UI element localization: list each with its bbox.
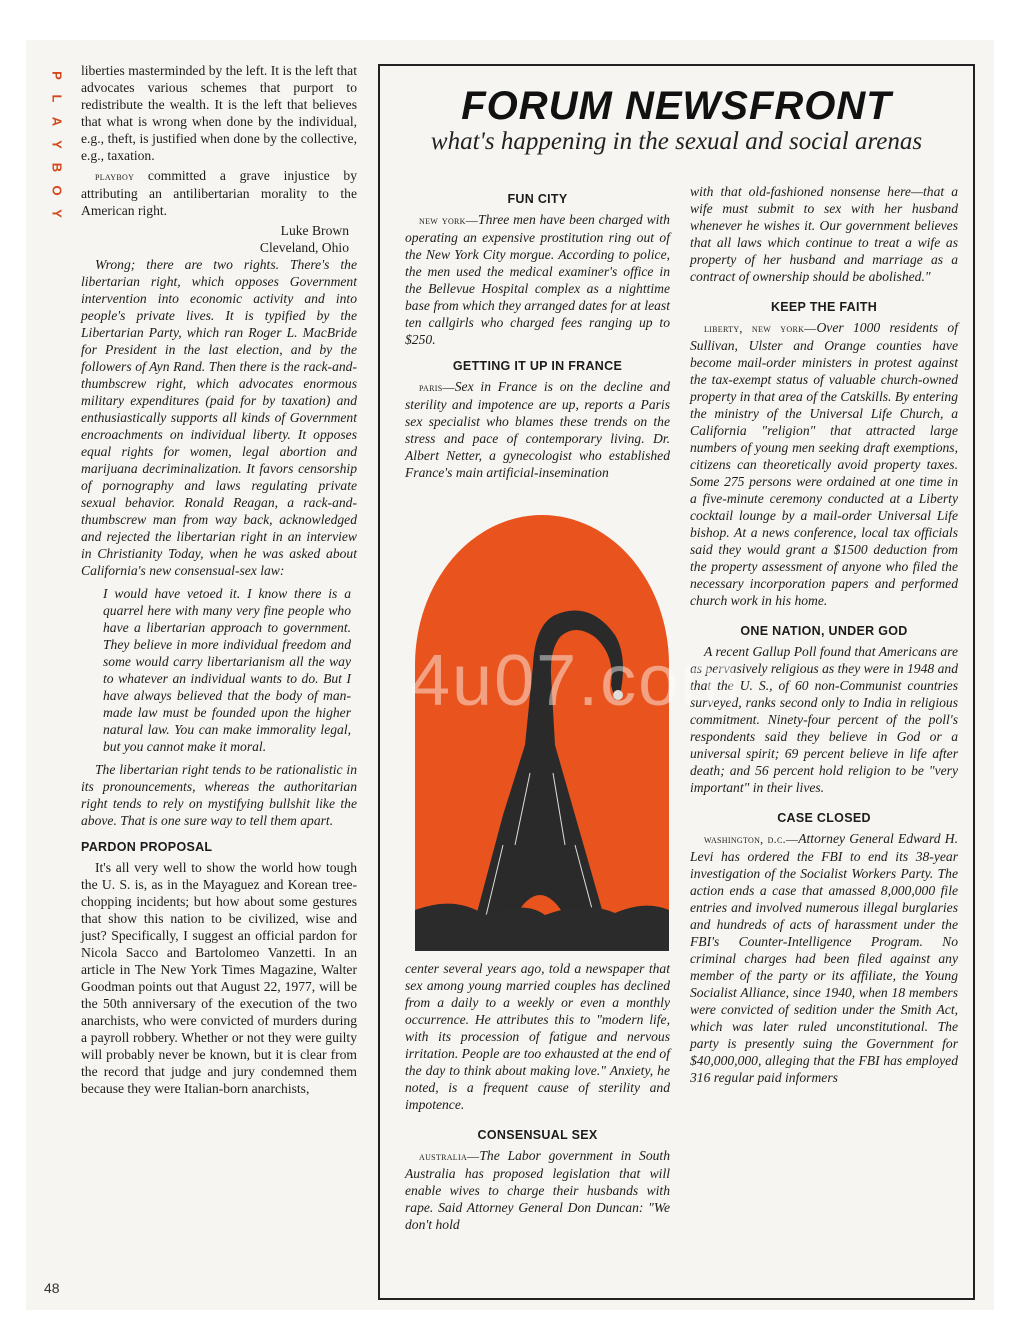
letter-paragraph [81,167,357,219]
case-closed-dateline: washington, d.c.— [704,832,799,846]
masthead-letter: B [49,162,65,173]
case-closed-text: Attorney General Edward H. Levi has ordered the FBI to end its 38-year investigation of the Socialist Workers Party. The action ends a case that amassed 8,000,000 file entries and involved numerous illegal burglaries and hundreds of acts of harassment under the FBI's Counter-Intelligence Program. No criminal charges had been filed against any member of the party or its affiliate, the Young Socialist Alliance, since 1940, when 18 members were convicted of sedition under the Smith Act, which was later ruled unconstitutional. The party is presently suing the Government for $40,000,000, alleging that the FBI has employed 316 regular paid informers [690,831,958,1085]
keep-faith-dateline: liberty, new york— [704,321,817,335]
forum-title: FORUM NEWSFRONT [461,84,892,128]
masthead-text [48,64,66,225]
one-nation-text: A recent Gallup Poll found that Americans are as pervasively religious as they were in 1948 and that the U. S., of 60 non-Communist countries surveyed, ranks second only to India in religious commitment. Ninety-four percent of the poll's respondents said they believe in God or a universal spirit; 69 percent believe in life after death; and 56 percent hold religion to be "very important" in their lives. [690,644,958,795]
fun-city-heading: FUN CITY [507,192,568,206]
letter-continuation: liberties masterminded by the left. It is the left that advocates various schemes that purport to redistribute the wealth. It is the left that believes that what is wrong when done by the individual, e.g., theft, is justified when done by the collective, e.g., taxation. [81,63,357,163]
signature-name: Luke Brown [280,223,349,238]
one-nation-heading: ONE NATION, UNDER GOD [740,624,908,638]
consensual-text: The Labor government in South Australia has proposed legislation that will enable wives to charge their husbands with rape. Said Attorney General Don Duncan: "We don't hold [405,1148,670,1232]
consensual-heading: CONSENSUAL SEX [477,1128,598,1142]
france-continued: center several years ago, told a newspaper that sex among young married couples has declined from a daily to a weekly or even a monthly occurrence. He attributes this to "modern life, with its procession of fatigue and nervous irritation. People are too exhausted at the end of the day to think about making love." Anxiety, he noted, is a frequent cause of sterility and impotence. [405,961,670,1112]
editor-reply-end: The libertarian right tends to be rationalistic in its pronouncements, whereas the authoritarian right tends to rely on mystifying bullshit like the above. That is one sure way to tell them apart. [81,762,357,828]
editor-reply: Wrong; there are two rights. There's the libertarian right, which opposes Government intervention into economic activity and into people's private lives. It is typified by the Libertarian Party, which ran Roger L. MacBride for President in the last election, and by the followers of Ayn Rand. Then there is the rack-and-thumbscrew right, which advocates enormous military expenditures (paid for by taxation) and enthusiastically supports all kinds of Government encroachments on individual liberty. It opposes equal rights for women, legal abortion and marijuana decriminalization. It favors censorship of pornography and laws regulating private sexual behavior. Ronald Reagan, a rack-and-thumbscrew man from way back, acknowledged and rejected the libertarian right in an interview in Christianity Today, when he was asked about California's new consensual-sex law: [81,257,357,578]
consensual-continued: with that old-fashioned nonsense here—that a wife must submit to sex with her husband whenever he wishes it. Our government believes that all laws which continue to treat a wife as property of her husband and marriage as a contract of ownership should be abolished." [690,184,958,284]
france-text: Sex in France is on the decline and sterility and impotence are up, reports a Paris sex specialist who blames these trends on the stress and pace of contemporary living. Dr. Albert Netter, a gynecologist who established France's main artificial-insemination [405,379,670,480]
fun-city-text: Three men have been charged with operating an expensive prostitution ring out of the New York City morgue. According to police, the men used the medical examiner's office in the Bellevue Hospital complex as a nighttime base from which they arranged dates for at least ten callgirls who charged fees ranging up to $250. [405,212,670,347]
keep-faith-text: Over 1000 residents of Sullivan, Ulster and Orange counties have become mail-order ministers in protest against the tax-exempt status of valuable church-owned property in that area of the Catskills. By entering the ministry of the Universal Life Church, a California "religion" that attracted large numbers of young men seeking draft exemptions, citizens can theoretically avoid property taxes. Some 275 persons were ordained at one time in a five-minute ceremony conducted at a Liberty cocktail lounge by a mail-order Universal Life bishop. At a news conference, local tax officials said they would grant a $1500 deduction from the property assessment of anyone who filed the necessary incorporation papers and performed church work in his home. [690,320,959,608]
eiffel-tower-illustration [415,515,669,951]
france-heading: GETTING IT UP IN FRANCE [452,359,623,373]
france-dateline: paris— [419,380,455,394]
forum-middle-column-top [405,183,670,484]
fun-city-dateline: new york— [419,213,479,227]
forum-right-column [690,183,958,1089]
masthead-letter: P [49,71,65,80]
signature-place: Cleveland, Ohio [259,240,349,255]
watermark-text: 4u07.com [410,641,743,721]
case-closed-heading: CASE CLOSED [777,811,871,825]
pardon-heading: PARDON PROPOSAL [81,840,213,854]
forum-subtitle: what's happening in the sexual and social arenas [430,128,923,155]
reagan-quote: I would have vetoed it. I know there is a quarrel here with many very fine people who have a libertarian approach to government. They believe in more individual freedom and some would carry libertarianism all the way to whatever an individual wants to do. But I have always believed that the body of man-made law must be founded upon the higher natural law. You can make immorality legal, but you cannot make it moral. [103,586,351,754]
left-column [81,62,357,1100]
letter-paragraph-text: committed a grave injustice by attributing an antilibertarian morality to the American right. [81,168,357,218]
forum-middle-column-bottom [405,960,670,1236]
keep-faith-heading: KEEP THE FAITH [770,300,878,314]
masthead-letter: L [49,94,65,103]
masthead-letter: Y [49,209,65,218]
masthead-vertical [48,64,66,225]
consensual-dateline: australia— [419,1149,480,1163]
masthead-letter: A [49,116,65,127]
pardon-text: It's all very well to show the world how tough the U. S. is, as in the Mayaguez and Korean tree-chopping incidents; but how about some gestures that show this nation to be civilized, wise and just? Specifically, I suggest an official pardon for Nicola Sacco and Bartolomeo Vanzetti. In an article in The New York Times Magazine, Walter Goodman points out that August 22, 1977, will be the 50th anniversary of the execution of the two anarchists, who were convicted of murders during a payroll robbery. Whether or not they were guilty will probably never be known, but it is clear from the record that judge and jury condemned them because they were Italian-born anarchists, [81,860,357,1096]
page-number: 48 [44,1280,60,1296]
masthead-letter: O [49,185,65,196]
letter-brand: playboy [95,169,135,183]
masthead-letter: Y [49,140,65,149]
